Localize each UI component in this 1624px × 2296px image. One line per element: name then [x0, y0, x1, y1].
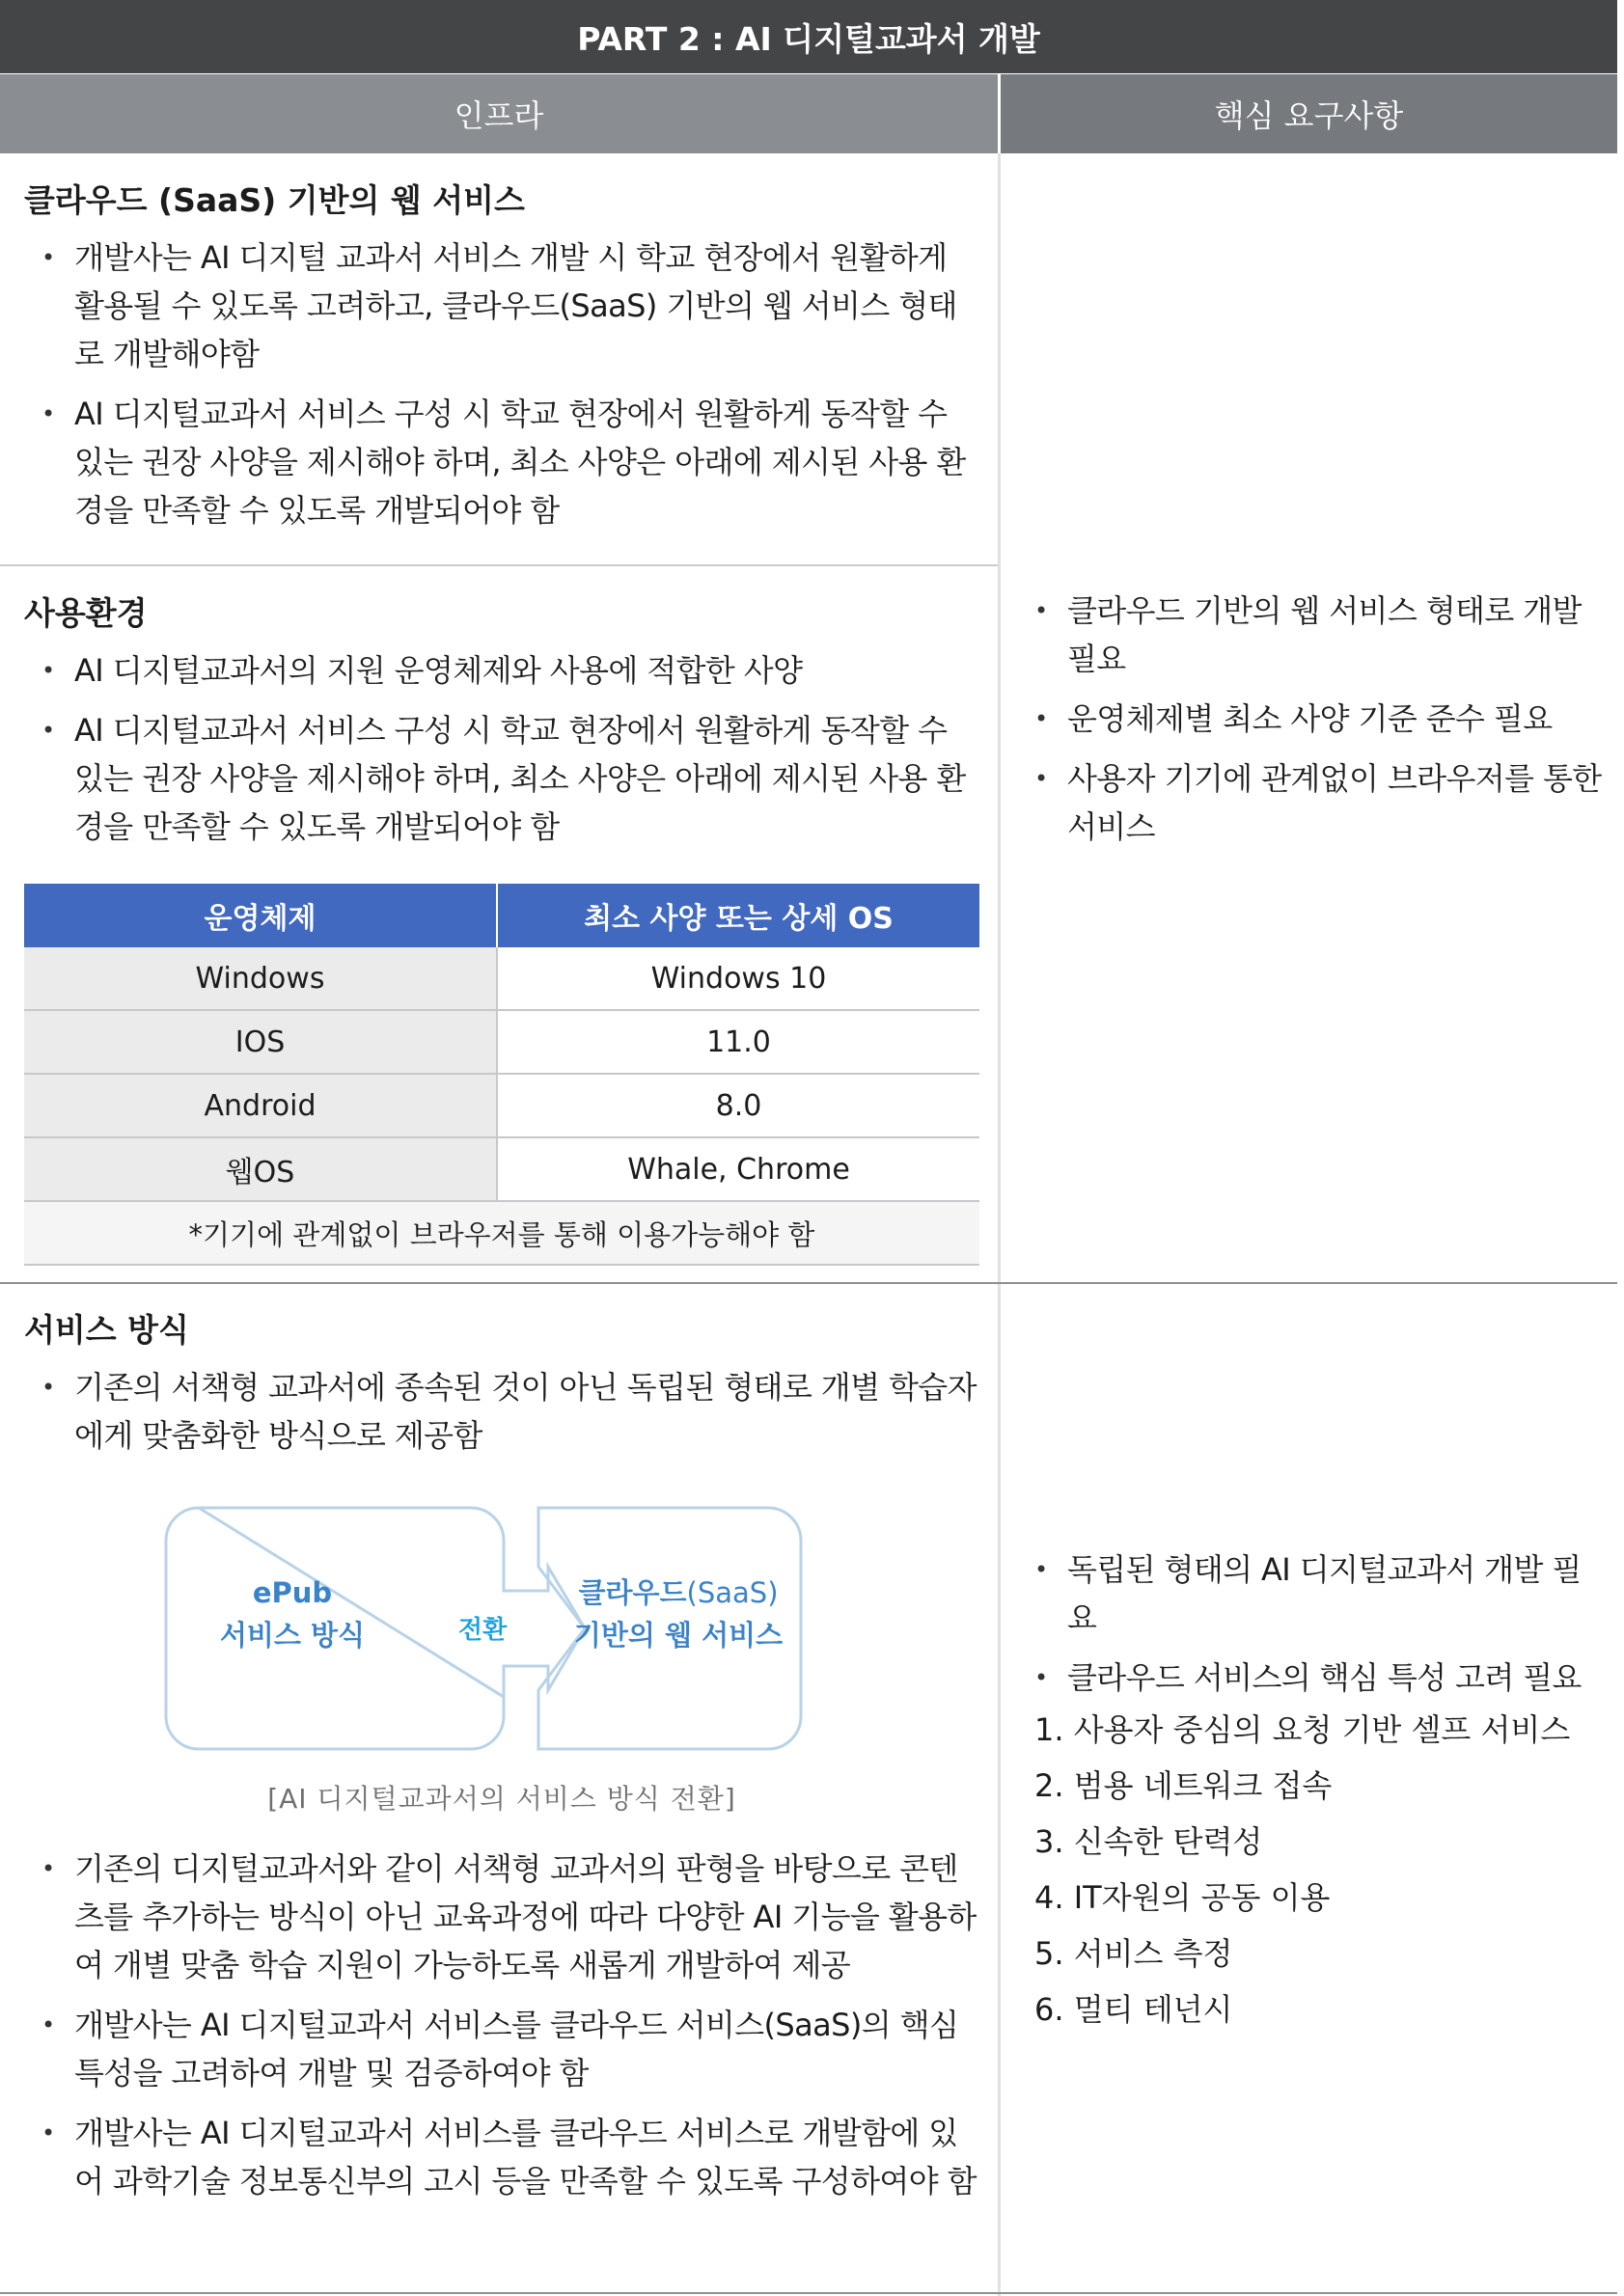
list-item: • 기존의 디지털교과서와 같이 서책형 교과서의 판형을 바탕으로 콘텐츠를 추가하는 방식이 아닌 교육과정에 따라 다양한 AI 기능을 활용하여 개별 맞춤 학습 지원이 가능하도록 새롭게 개발하여 제공 [24, 1845, 979, 1989]
list-item: • 개발사는 AI 디지털교과서 서비스를 클라우드 서비스(SaaS)의 핵심 특성을 고려하여 개발 및 검증하여야 함 [24, 2001, 979, 2097]
list-item: • 개발사는 AI 디지털교과서 서비스를 클라우드 서비스로 개발함에 있어 과학기술 정보통신부의 고시 등을 만족할 수 있도록 구성하여야 함 [24, 2109, 979, 2205]
table-cell-spec: Windows 10 [497, 947, 979, 1010]
column-header-requirements: 핵심 요구사항 [1001, 74, 1617, 153]
requirements-service-method [1023, 1534, 1602, 2037]
section-title: 사용환경 [24, 594, 148, 632]
section-divider [0, 2292, 1617, 2294]
list-item: • 클라우드 서비스의 핵심 특성 고려 필요 [1023, 1654, 1602, 1702]
numbered-item: 5. 서비스 측정 [1034, 1935, 1233, 1972]
table-row [24, 947, 979, 1010]
numbered-item: 2. 범용 네트워크 접속 [1034, 1767, 1333, 1804]
table-header: 운영체제 [24, 884, 497, 947]
diagram-left-line2: 서비스 방식 [219, 1619, 366, 1652]
list-item: • 사용자 기기에 관계없이 브라우저를 통한 서비스 [1023, 754, 1602, 851]
section-title: 클라우드 (SaaS) 기반의 웹 서비스 [24, 181, 525, 219]
list-item: • 기존의 서책형 교과서에 종속된 것이 아닌 독립된 형태로 개별 학습자에게 맞춤화한 방식으로 제공함 [24, 1363, 979, 1460]
numbered-item: 1. 사용자 중심의 요청 기반 셀프 서비스 [1034, 1711, 1571, 1748]
diagram-right-line1 [538, 1572, 818, 1614]
section-environment [24, 592, 979, 851]
service-transition-diagram [162, 1504, 838, 1753]
list-item: • 개발사는 AI 디지털 교과서 서비스 개발 시 학교 현장에서 원활하게 활용될 수 있도록 고려하고, 클라우드(SaaS) 기반의 웹 서비스 형태로 개발해야함 [24, 233, 979, 378]
numbered-item: 6. 멀티 테넌시 [1034, 1991, 1233, 2028]
table-note: *기기에 관계없이 브라우저를 통해 이용가능해야 함 [24, 1201, 979, 1265]
diagram-left-label [201, 1572, 384, 1656]
section-divider [0, 1282, 1617, 1284]
section-service-method-details [24, 1833, 979, 2205]
bullet-list [1023, 1545, 1602, 1702]
requirements-environment [1023, 575, 1602, 851]
section-title: 서비스 방식 [24, 1311, 189, 1349]
numbered-item: 3. 신속한 탄력성 [1034, 1823, 1263, 1860]
section-cloud-saas [24, 179, 979, 534]
table-cell-spec: 11.0 [497, 1010, 979, 1074]
page-title: PART 2 : AI 디지털교과서 개발 [0, 0, 1617, 73]
table-cell-spec: Whale, Chrome [497, 1137, 979, 1201]
diagram-left-line1: ePub [252, 1576, 333, 1609]
table-row [24, 1010, 979, 1074]
numbered-item: 4. IT자원의 공동 이용 [1034, 1879, 1331, 1916]
diagram-right-bold: 클라우드 [578, 1576, 687, 1609]
numbered-list [1023, 1702, 1602, 2037]
diagram-right-thin: (SaaS) [686, 1576, 779, 1609]
table-header-row [24, 884, 979, 947]
list-item: • 클라우드 기반의 웹 서비스 형태로 개발 필요 [1023, 587, 1602, 683]
table-cell-os: Windows [24, 947, 497, 1010]
diagram-right-line2: 기반의 웹 서비스 [573, 1619, 784, 1652]
diagram-middle-label: 전환 [458, 1616, 508, 1645]
column-divider [998, 153, 1001, 2296]
list-item: • 독립된 형태의 AI 디지털교과서 개발 필요 [1023, 1545, 1602, 1642]
os-spec-table [24, 884, 979, 1266]
list-item: • AI 디지털교과서 서비스 구성 시 학교 현장에서 원활하게 동작할 수 있는 권장 사양을 제시해야 하며, 최소 사양은 아래에 제시된 사용 환경을 만족할 수 있도록 개발되어야 함 [24, 390, 979, 534]
list-item: • 운영체제별 최소 사양 기준 준수 필요 [1023, 695, 1602, 743]
bullet-list [24, 646, 979, 851]
table-header: 최소 사양 또는 상세 OS [497, 884, 979, 947]
bullet-list [1023, 587, 1602, 851]
table-cell-spec: 8.0 [497, 1074, 979, 1137]
table-row [24, 1137, 979, 1201]
diagram-right-label [538, 1572, 818, 1656]
diagram-caption: [AI 디지털교과서의 서비스 방식 전환] [267, 1783, 736, 1815]
bullet-list [24, 1363, 979, 1460]
table-row [24, 1074, 979, 1137]
section-divider [0, 564, 998, 566]
table-note-row [24, 1201, 979, 1265]
section-service-method [24, 1309, 979, 1460]
table-cell-os: IOS [24, 1010, 497, 1074]
table-cell-os: Android [24, 1074, 497, 1137]
bullet-list [24, 233, 979, 534]
column-header-infra: 인프라 [0, 74, 998, 153]
table-cell-os: 웹OS [24, 1137, 497, 1201]
list-item: • AI 디지털교과서의 지원 운영체제와 사용에 적합한 사양 [24, 646, 979, 695]
list-item: • AI 디지털교과서 서비스 구성 시 학교 현장에서 원활하게 동작할 수 있는 권장 사양을 제시해야 하며, 최소 사양은 아래에 제시된 사용 환경을 만족할 수 있도록 개발되어야 함 [24, 706, 979, 851]
bullet-list [24, 1845, 979, 2205]
